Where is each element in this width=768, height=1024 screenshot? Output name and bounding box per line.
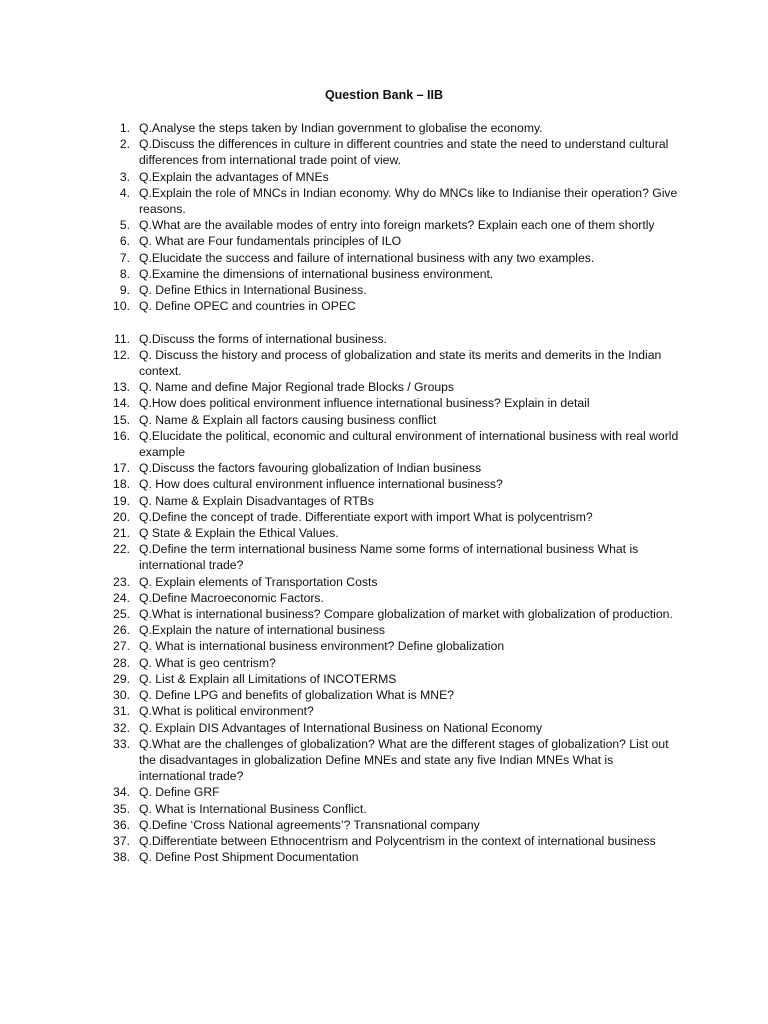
question-item [108, 784, 680, 800]
question-text: Q. Define Ethics in International Business. [139, 283, 367, 298]
question-text: Q. List & Explain all Limitations of INCOTERMS [139, 671, 397, 686]
question-item [108, 736, 680, 785]
question-number: 18. [113, 477, 130, 492]
question-number: 38. [113, 850, 130, 865]
question-text: Q. What is geo centrism? [139, 655, 276, 670]
question-text: Q.Explain the nature of international business [139, 623, 385, 638]
question-number: 6. [119, 234, 130, 249]
question-text: Q.Discuss the differences in culture in different countries and state the need to understand cultural differences from international trade point of view. [139, 137, 669, 168]
question-number: 28. [113, 655, 130, 670]
question-item [108, 476, 680, 492]
question-item [108, 136, 680, 168]
question-text: Q.Differentiate between Ethnocentrism and Polycentrism in the context of international business [139, 833, 656, 848]
question-text: Q.What are the available modes of entry into foreign markets? Explain each one of them shortly [139, 218, 655, 233]
question-text: Q.Elucidate the political, economic and cultural environment of international business with real world example [139, 428, 679, 460]
question-number: 31. [113, 704, 130, 719]
question-item [108, 687, 680, 703]
question-item [108, 347, 680, 379]
question-number: 21. [113, 526, 130, 541]
question-text: Q. Define OPEC and countries in OPEC [139, 299, 356, 314]
question-text: Q. What is international business environment? Define globalization [139, 639, 505, 654]
question-item [108, 250, 680, 266]
question-text: Q. Name & Explain all factors causing business conflict [139, 412, 437, 427]
section-spacer [108, 314, 680, 330]
question-number: 11. [113, 331, 130, 346]
question-number: 35. [113, 801, 130, 816]
question-item [108, 266, 680, 282]
question-item [108, 590, 680, 606]
question-text: Q.Define the term international business Name some forms of international business What is international trade? [139, 542, 639, 573]
question-number: 12. [113, 347, 130, 362]
question-text: Q.Define ‘Cross National agreements’? Transnational company [139, 817, 480, 832]
question-item [108, 574, 680, 590]
question-number: 8. [119, 266, 130, 281]
question-item [108, 671, 680, 687]
question-number: 14. [113, 396, 130, 411]
question-item [108, 282, 680, 298]
question-item [108, 606, 680, 622]
question-text: Q. How does cultural environment influence international business? [139, 477, 503, 492]
question-text: Q.Examine the dimensions of international business environment. [139, 266, 494, 281]
question-number: 1. [119, 121, 130, 135]
question-text: Q.How does political environment influence international business? Explain in detail [139, 396, 590, 411]
question-text: Q.Define the concept of trade. Differentiate export with import What is polycentrism? [139, 509, 593, 524]
question-text: Q. Name & Explain Disadvantages of RTBs [139, 493, 374, 508]
question-item [108, 185, 680, 217]
question-text: Q.What is political environment? [139, 704, 314, 719]
question-number: 25. [113, 607, 130, 622]
question-number: 4. [119, 185, 130, 200]
question-number: 10. [113, 299, 130, 314]
question-item [108, 638, 680, 654]
question-item [108, 655, 680, 671]
question-number: 24. [113, 590, 130, 605]
question-item [108, 395, 680, 411]
page-title: Question Bank – IIB [324, 88, 444, 102]
question-item [108, 525, 680, 541]
question-number: 5. [119, 218, 130, 233]
question-number: 19. [113, 493, 130, 508]
question-text: Q.Explain the advantages of MNEs [139, 169, 329, 184]
question-text: Q.Discuss the forms of international business. [139, 331, 387, 346]
question-number: 32. [113, 720, 130, 735]
question-number: 15. [113, 412, 130, 427]
question-number: 33. [113, 736, 130, 751]
question-text: Q.What is international business? Compare globalization of market with globalization of production. [139, 607, 673, 622]
question-text: Q.Define Macroeconomic Factors. [139, 590, 324, 605]
question-item [108, 169, 680, 185]
question-number: 27. [113, 639, 130, 654]
question-number: 13. [113, 380, 130, 395]
question-item [108, 703, 680, 719]
question-item [108, 801, 680, 817]
question-item [108, 428, 680, 460]
question-text: Q. Define Post Shipment Documentation [139, 850, 359, 865]
question-item [108, 622, 680, 638]
question-number: 30. [113, 688, 130, 703]
question-number: 23. [113, 574, 130, 589]
question-item [108, 509, 680, 525]
question-text: Q. Discuss the history and process of globalization and state its merits and demerits in the Indian context. [139, 347, 662, 379]
question-item [108, 233, 680, 249]
question-item [108, 460, 680, 476]
question-number: 34. [113, 785, 130, 800]
question-text: Q.Elucidate the success and failure of international business with any two examples. [139, 250, 595, 265]
question-item [108, 298, 680, 314]
question-number: 3. [119, 169, 130, 184]
question-number: 16. [113, 428, 130, 443]
question-text: Q.Analyse the steps taken by Indian government to globalise the economy. [139, 121, 543, 135]
question-number: 17. [113, 461, 130, 476]
question-number: 22. [113, 542, 130, 557]
question-item [108, 817, 680, 833]
question-number: 2. [119, 137, 130, 152]
question-number: 9. [119, 283, 130, 298]
question-text: Q. Define LPG and benefits of globalization What is MNE? [139, 688, 455, 703]
question-text: Q. Explain elements of Transportation Costs [139, 574, 378, 589]
question-text: Q.Explain the role of MNCs in Indian economy. Why do MNCs like to Indianise their operation? Give reasons. [139, 185, 678, 217]
question-item [108, 120, 680, 136]
question-item [108, 379, 680, 395]
question-text: Q State & Explain the Ethical Values. [139, 526, 339, 541]
question-item [108, 217, 680, 233]
question-number: 36. [113, 817, 130, 832]
question-text: Q.What are the challenges of globalization? What are the different stages of globalization? List out the disadvantages in globalization Define MNEs and state any five Indian MNEs What is international trade? [139, 736, 669, 784]
question-item [108, 412, 680, 428]
question-list [108, 120, 680, 865]
question-text: Q. What is International Business Conflict. [139, 801, 367, 816]
question-text: Q. Define GRF [139, 785, 220, 800]
question-number: 26. [113, 623, 130, 638]
question-text: Q. What are Four fundamentals principles of ILO [139, 234, 402, 249]
question-item [108, 833, 680, 849]
question-item [108, 720, 680, 736]
question-item [108, 849, 680, 865]
question-item [108, 493, 680, 509]
question-text: Q. Explain DIS Advantages of International Business on National Economy [139, 720, 543, 735]
question-number: 37. [113, 833, 130, 848]
question-text: Q.Discuss the factors favouring globalization of Indian business [139, 461, 482, 476]
question-text: Q. Name and define Major Regional trade Blocks / Groups [139, 380, 455, 395]
question-number: 29. [113, 671, 130, 686]
question-number: 7. [119, 250, 130, 265]
question-number: 20. [113, 509, 130, 524]
question-item [108, 331, 680, 347]
question-item [108, 541, 680, 573]
